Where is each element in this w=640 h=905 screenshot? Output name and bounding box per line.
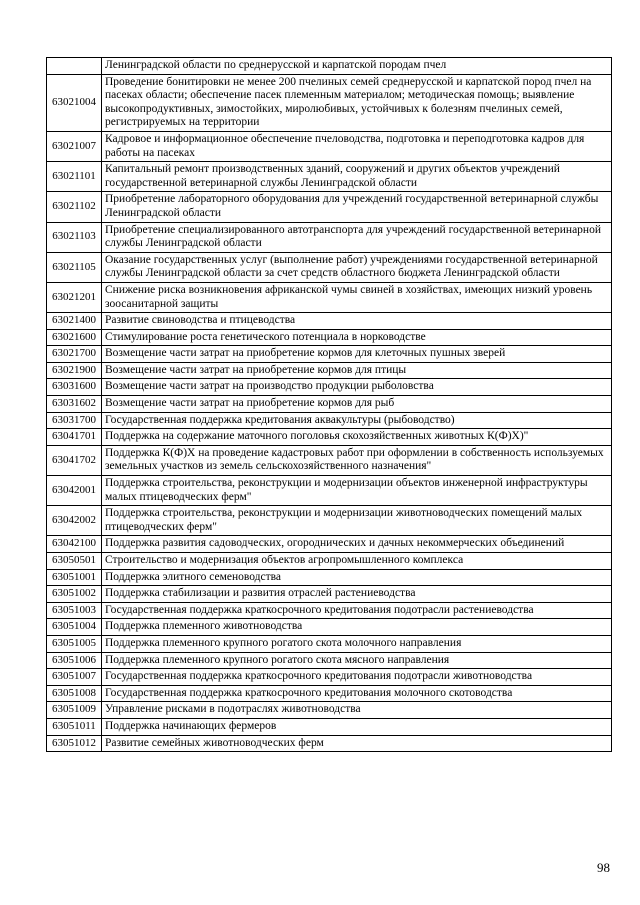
row-description: Поддержка строительства, реконструкции и модернизации объектов инженерной инфраструктуры малых птицеводческих ферм" [102,476,612,506]
row-description: Поддержка на содержание маточного поголовья скохозяйственных животных К(Ф)Х)" [102,429,612,446]
row-code: 63021004 [47,74,102,131]
row-code [47,58,102,75]
row-description: Поддержка строительства, реконструкции и модернизации животноводческих помещений малых птицеводческих ферм" [102,506,612,536]
row-code: 63021105 [47,252,102,282]
table-row [47,74,612,131]
row-description: Приобретение лабораторного оборудования для учреждений государственной ветеринарной службы Ленинградской области [102,192,612,222]
row-description: Поддержка племенного крупного рогатого скота мясного направления [102,652,612,669]
row-code: 63021007 [47,131,102,161]
row-code: 63021201 [47,282,102,312]
row-code: 63051012 [47,735,102,752]
row-code: 63041702 [47,445,102,475]
row-code: 63021600 [47,329,102,346]
row-description: Возмещение части затрат на приобретение кормов для клеточных пушных зверей [102,346,612,363]
table-row [47,252,612,282]
table-row [47,362,612,379]
table-row [47,396,612,413]
row-code: 63051007 [47,669,102,686]
row-code: 63051001 [47,569,102,586]
row-description: Возмещение части затрат на производство продукции рыболовства [102,379,612,396]
row-code: 63041701 [47,429,102,446]
row-code: 63042100 [47,536,102,553]
table-row [47,553,612,570]
table-row [47,379,612,396]
row-code: 63051006 [47,652,102,669]
row-description: Государственная поддержка краткосрочного кредитования подотрасли животноводства [102,669,612,686]
row-code: 63050501 [47,553,102,570]
table-row [47,329,612,346]
row-code: 63021700 [47,346,102,363]
table-row [47,412,612,429]
table-row [47,735,612,752]
table-row [47,635,612,652]
row-description: Поддержка развития садоводческих, огороднических и дачных некоммерческих объединений [102,536,612,553]
table-row [47,586,612,603]
row-description: Управление рисками в подотраслях животноводства [102,702,612,719]
table-row [47,282,612,312]
row-description: Поддержка К(Ф)Х на проведение кадастровых работ при оформлении в собственность используемых земельных участков из земель сельскохозяйственного назначения" [102,445,612,475]
row-description: Поддержка начинающих фермеров [102,718,612,735]
row-code: 63031600 [47,379,102,396]
row-description: Проведение бонитировки не менее 200 пчелиных семей среднерусской и карпатской пород пчел на пасеках области; обеспечение пасек племенным материалом; методическая помощь; выявление высокопродуктивных, зимостойких, миролюбивых, устойчивых к болезням пчелиных семей, регистрируемых на территории [102,74,612,131]
row-description: Развитие семейных животноводческих ферм [102,735,612,752]
row-code: 63051008 [47,685,102,702]
table-row [47,445,612,475]
row-code: 63021103 [47,222,102,252]
row-description: Снижение риска возникновения африканской чумы свиней в хозяйствах, имеющих низкий уровень зоосанитарной защиты [102,282,612,312]
table-row [47,536,612,553]
row-description: Ленинградской области по среднерусской и карпатской породам пчел [102,58,612,75]
row-code: 63051002 [47,586,102,603]
row-description: Государственная поддержка краткосрочного кредитования подотрасли растениеводства [102,602,612,619]
row-description: Поддержка стабилизации и развития отраслей растениеводства [102,586,612,603]
row-description: Приобретение специализированного автотранспорта для учреждений государственной ветеринарной службы Ленинградской области [102,222,612,252]
row-code: 63031700 [47,412,102,429]
table-row [47,58,612,75]
table-row [47,476,612,506]
table-row [47,192,612,222]
row-code: 63031602 [47,396,102,413]
budget-code-table [46,57,612,752]
table-row [47,569,612,586]
table-row [47,346,612,363]
row-description: Поддержка племенного крупного рогатого скота молочного направления [102,635,612,652]
row-description: Кадровое и информационное обеспечение пчеловодства, подготовка и переподготовка кадров для работы на пасеках [102,131,612,161]
row-code: 63021101 [47,162,102,192]
table-row [47,652,612,669]
table-body [47,58,612,752]
row-description: Стимулирование роста генетического потенциала в норководстве [102,329,612,346]
table-row [47,222,612,252]
table-row [47,602,612,619]
table-row [47,718,612,735]
table-row [47,313,612,330]
row-description: Государственная поддержка краткосрочного кредитования молочного скотоводства [102,685,612,702]
row-code: 63021102 [47,192,102,222]
row-code: 63051004 [47,619,102,636]
row-description: Возмещение части затрат на приобретение кормов для птицы [102,362,612,379]
row-code: 63051009 [47,702,102,719]
row-description: Поддержка племенного животноводства [102,619,612,636]
row-code: 63051005 [47,635,102,652]
table-row [47,162,612,192]
row-code: 63042001 [47,476,102,506]
table-row [47,131,612,161]
row-code: 63021400 [47,313,102,330]
table-row [47,619,612,636]
table-row [47,506,612,536]
table-row [47,669,612,686]
row-description: Возмещение части затрат на приобретение кормов для рыб [102,396,612,413]
row-description: Оказание государственных услуг (выполнение работ) учреждениями государственной ветеринарной службы Ленинградской области за счет средств областного бюджета Ленинградской области [102,252,612,282]
row-description: Капитальный ремонт производственных зданий, сооружений и других объектов учреждений государственной ветеринарной службы Ленинградской области [102,162,612,192]
row-description: Развитие свиноводства и птицеводства [102,313,612,330]
row-code: 63051011 [47,718,102,735]
table-row [47,429,612,446]
page-number: 98 [597,860,610,875]
row-description: Государственная поддержка кредитования аквакультуры (рыбоводство) [102,412,612,429]
table-row [47,685,612,702]
row-code: 63042002 [47,506,102,536]
row-description: Строительство и модернизация объектов агропромышленного комплекса [102,553,612,570]
row-description: Поддержка элитного семеноводства [102,569,612,586]
row-code: 63051003 [47,602,102,619]
row-code: 63021900 [47,362,102,379]
table-row [47,702,612,719]
